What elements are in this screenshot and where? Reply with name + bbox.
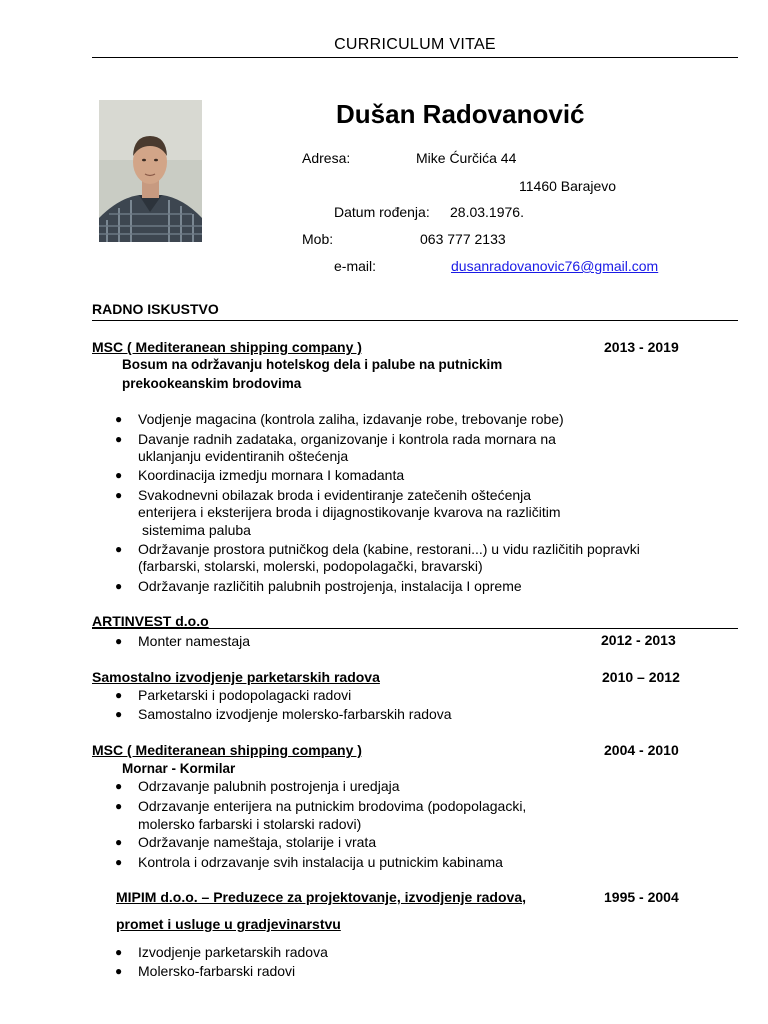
- bullet-icon: ●: [115, 779, 123, 793]
- list-item: Samostalno izvodjenje molersko-farbarskih radova: [138, 706, 452, 722]
- job-employer: MSC ( Mediteranean shipping company ): [92, 339, 362, 355]
- bullet-icon: ●: [115, 707, 123, 721]
- job-employer: MIPIM d.o.o. – Preduzece za projektovanje, izvodjenje radova,: [116, 889, 526, 905]
- job-role-cont: prekookeanskim brodovima: [122, 376, 302, 391]
- job-years: 2013 - 2019: [604, 339, 679, 355]
- bullet-icon: ●: [115, 488, 123, 502]
- section-divider: [92, 320, 738, 321]
- list-item: Davanje radnih zadataka, organizovanje i kontrola rada mornara na: [138, 431, 556, 447]
- title-divider: [92, 57, 738, 58]
- mob-value: 063 777 2133: [420, 231, 506, 247]
- list-item-cont: sistemima paluba: [142, 522, 251, 538]
- list-item-cont: molersko farbarski i stolarski radovi): [138, 816, 362, 832]
- job-years: 2012 - 2013: [601, 632, 676, 648]
- bullet-icon: ●: [115, 542, 123, 556]
- bullet-icon: ●: [115, 579, 123, 593]
- list-item-cont: (farbarski, stolarski, molerski, podopolagački, bravarski): [138, 558, 483, 574]
- address-line1: Mike Ćurčića 44: [416, 150, 517, 166]
- list-item-cont: enterijera i eksterijera broda i dijagnostikovanje kvarova na različitim: [138, 504, 561, 520]
- bullet-icon: ●: [115, 634, 123, 648]
- bullet-icon: ●: [115, 945, 123, 959]
- section-heading-work-experience: RADNO ISKUSTVO: [92, 301, 219, 317]
- list-item: Odrzavanje palubnih postrojenja i uredjaja: [138, 778, 400, 794]
- job-employer: Samostalno izvodjenje parketarskih radova: [92, 669, 380, 685]
- list-item: Održavanje različitih palubnih postrojenja, instalacija I opreme: [138, 578, 522, 594]
- full-name: Dušan Radovanović: [336, 99, 585, 129]
- list-item-cont: uklanjanju evidentiranih oštećenja: [138, 448, 349, 464]
- list-item: Koordinacija izmedju mornara I komadanta: [138, 467, 405, 483]
- email-link[interactable]: dusanradovanovic76@gmail.com: [451, 258, 659, 274]
- list-item: Monter namestaja: [138, 633, 251, 649]
- profile-photo: [99, 100, 202, 242]
- list-item: Parketarski i podopolagacki radovi: [138, 687, 352, 703]
- address-line2: 11460 Barajevo: [519, 178, 617, 194]
- job-years: 2004 - 2010: [604, 742, 679, 758]
- bullet-icon: ●: [115, 468, 123, 482]
- job-years: 1995 - 2004: [604, 889, 679, 905]
- email-label: e-mail:: [334, 258, 377, 274]
- bullet-icon: ●: [115, 412, 123, 426]
- bullet-icon: ●: [115, 964, 123, 978]
- job-role: Mornar - Kormilar: [122, 761, 236, 776]
- bullet-icon: ●: [115, 432, 123, 446]
- list-item: Kontrola i odrzavanje svih instalacija u putnickim kabinama: [138, 854, 503, 870]
- address-label: Adresa:: [302, 150, 351, 166]
- list-item: Održavanje nameštaja, stolarije i vrata: [138, 834, 377, 850]
- section-divider: [92, 628, 738, 629]
- bullet-icon: ●: [115, 835, 123, 849]
- bullet-icon: ●: [115, 799, 123, 813]
- list-item: Svakodnevni obilazak broda i evidentiranje zatečenih oštećenja: [138, 487, 532, 503]
- bullet-icon: ●: [115, 855, 123, 869]
- list-item: Održavanje prostora putničkog dela (kabine, restorani...) u vidu različitih popravki: [138, 541, 640, 557]
- list-item: Vodjenje magacina (kontrola zaliha, izdavanje robe, trebovanje robe): [138, 411, 564, 427]
- dob-value: 28.03.1976.: [450, 204, 524, 220]
- list-item: Izvodjenje parketarskih radova: [138, 944, 328, 960]
- job-years: 2010 – 2012: [602, 669, 680, 685]
- mob-label: Mob:: [302, 231, 334, 247]
- document-title: CURRICULUM VITAE: [334, 36, 496, 53]
- list-item: Odrzavanje enterijera na putnickim brodovima (podopolagacki,: [138, 798, 527, 814]
- list-item: Molersko-farbarski radovi: [138, 963, 296, 979]
- dob-label: Datum rođenja:: [334, 204, 430, 220]
- job-role: Bosum na održavanju hotelskog dela i palube na putnickim: [122, 357, 503, 372]
- job-employer-cont: promet i usluge u gradjevinarstvu: [116, 916, 341, 932]
- job-employer: ARTINVEST d.o.o: [92, 613, 209, 629]
- job-employer: MSC ( Mediteranean shipping company ): [92, 742, 362, 758]
- bullet-icon: ●: [115, 688, 123, 702]
